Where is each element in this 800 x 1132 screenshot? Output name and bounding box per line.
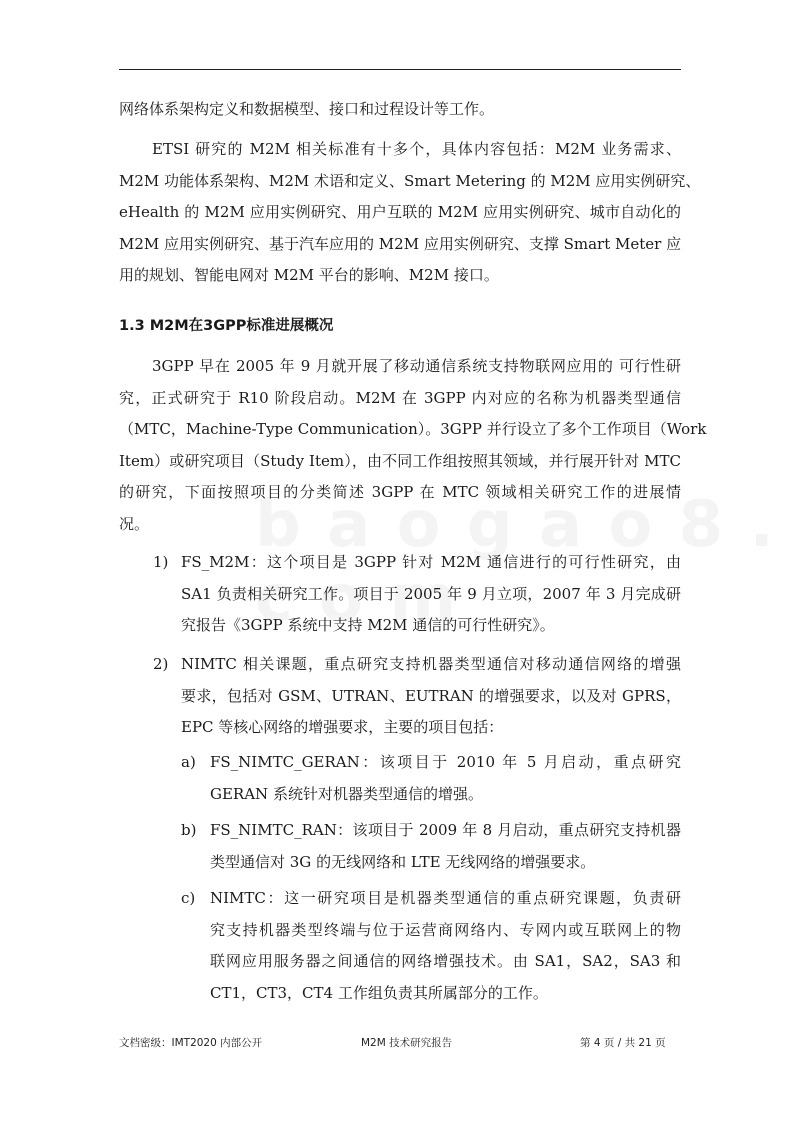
text-line: NIMTC：这一研究项目是机器类型通信的重点研究课题，负责研 — [210, 889, 681, 907]
text-line: M2M 应用实例研究、基于汽车应用的 M2M 应用实例研究、支撑 Smart Meter 应 — [119, 234, 682, 253]
text-line: 究支持机器类型终端与位于运营商网络内、专网内或互联网上的物 — [210, 920, 681, 939]
footer-page-number: 第 4 页 / 共 21 页 — [580, 1037, 666, 1049]
text-line: 究，正式研究于 R10 阶段启动。M2M 在 3GPP 内对应的名称为机器类型通信 — [119, 388, 681, 407]
text-line: 况。 — [119, 514, 150, 533]
text-line: 网络体系架构定义和数据模型、接口和过程设计等工作。 — [119, 100, 495, 118]
text-line: 3GPP 早在 2005 年 9 月就开展了移动通信系统支持物联网应用的 可行性研 — [152, 357, 681, 375]
list-marker: a) — [181, 753, 196, 771]
text-line: CT1，CT3，CT4 工作组负责其所属部分的工作。 — [210, 983, 548, 1002]
text-line: 的研究，下面按照项目的分类简述 3GPP 在 MTC 领域相关研究工作的进展情 — [119, 483, 681, 501]
text-line: Item）或研究项目（Study Item），由不同工作组按照其领域，并行展开针对 MTC — [119, 451, 681, 470]
section-heading: 1.3 M2M在3GPP标准进展概况 — [119, 318, 334, 334]
header-rule — [119, 69, 681, 70]
text-line: 要求，包括对 GSM、UTRAN、EUTRAN 的增强要求，以及对 GPRS， — [181, 686, 681, 705]
text-line: FS_NIMTC_GERAN：该项目于 2010 年 5 月启动，重点研究 — [210, 753, 681, 771]
text-line: 类型通信对 3G 的无线网络和 LTE 无线网络的增强要求。 — [210, 852, 596, 871]
paragraph-etsi — [119, 134, 701, 292]
footer-classification: 文档密级：IMT2020 内部公开 — [119, 1037, 263, 1049]
paragraph-continuation — [119, 94, 681, 126]
text-line: （MTC，Machine-Type Communication）。3GPP 并行设立了多个工作项目（Work — [119, 420, 707, 438]
list-marker: c) — [181, 889, 196, 907]
text-line: eHealth 的 M2M 应用实例研究、用户互联的 M2M 应用实例研究、城市自动化的 — [119, 203, 681, 221]
text-line: EPC 等核心网络的增强要求，主要的项目包括： — [181, 718, 504, 736]
text-line: 究报告《3GPP 系统中支持 M2M 通信的可行性研究》。 — [181, 616, 555, 634]
list-marker: 2) — [153, 655, 169, 673]
list-marker: 1) — [153, 553, 169, 571]
paragraph-3gpp — [119, 351, 707, 540]
list-marker: b) — [181, 821, 197, 839]
text-line: M2M 功能体系架构、M2M 术语和定义、Smart Metering 的 M2M 应用实例研究、 — [119, 171, 701, 190]
text-line: 用的规划、智能电网对 M2M 平台的影响、M2M 接口。 — [119, 266, 499, 284]
text-line: NIMTC 相关课题，重点研究支持机器类型通信对移动通信网络的增强 — [181, 655, 681, 673]
text-line: FS_NIMTC_RAN：该项目于 2009 年 8 月启动，重点研究支持机器 — [210, 821, 681, 839]
footer-title: M2M 技术研究报告 — [361, 1037, 453, 1049]
text-line: FS_M2M：这个项目是 3GPP 针对 M2M 通信进行的可行性研究，由 — [181, 553, 681, 571]
text-line: 联网应用服务器之间通信的网络增强技术。由 SA1，SA2，SA3 和 — [210, 952, 681, 970]
text-line: ETSI 研究的 M2M 相关标准有十多个，具体内容包括：M2M 业务需求、 — [152, 140, 681, 158]
text-line: SA1 负责相关研究工作。项目于 2005 年 9 月立项，2007 年 3 月完成研 — [181, 584, 681, 603]
text-line: GERAN 系统针对机器类型通信的增强。 — [210, 784, 483, 803]
